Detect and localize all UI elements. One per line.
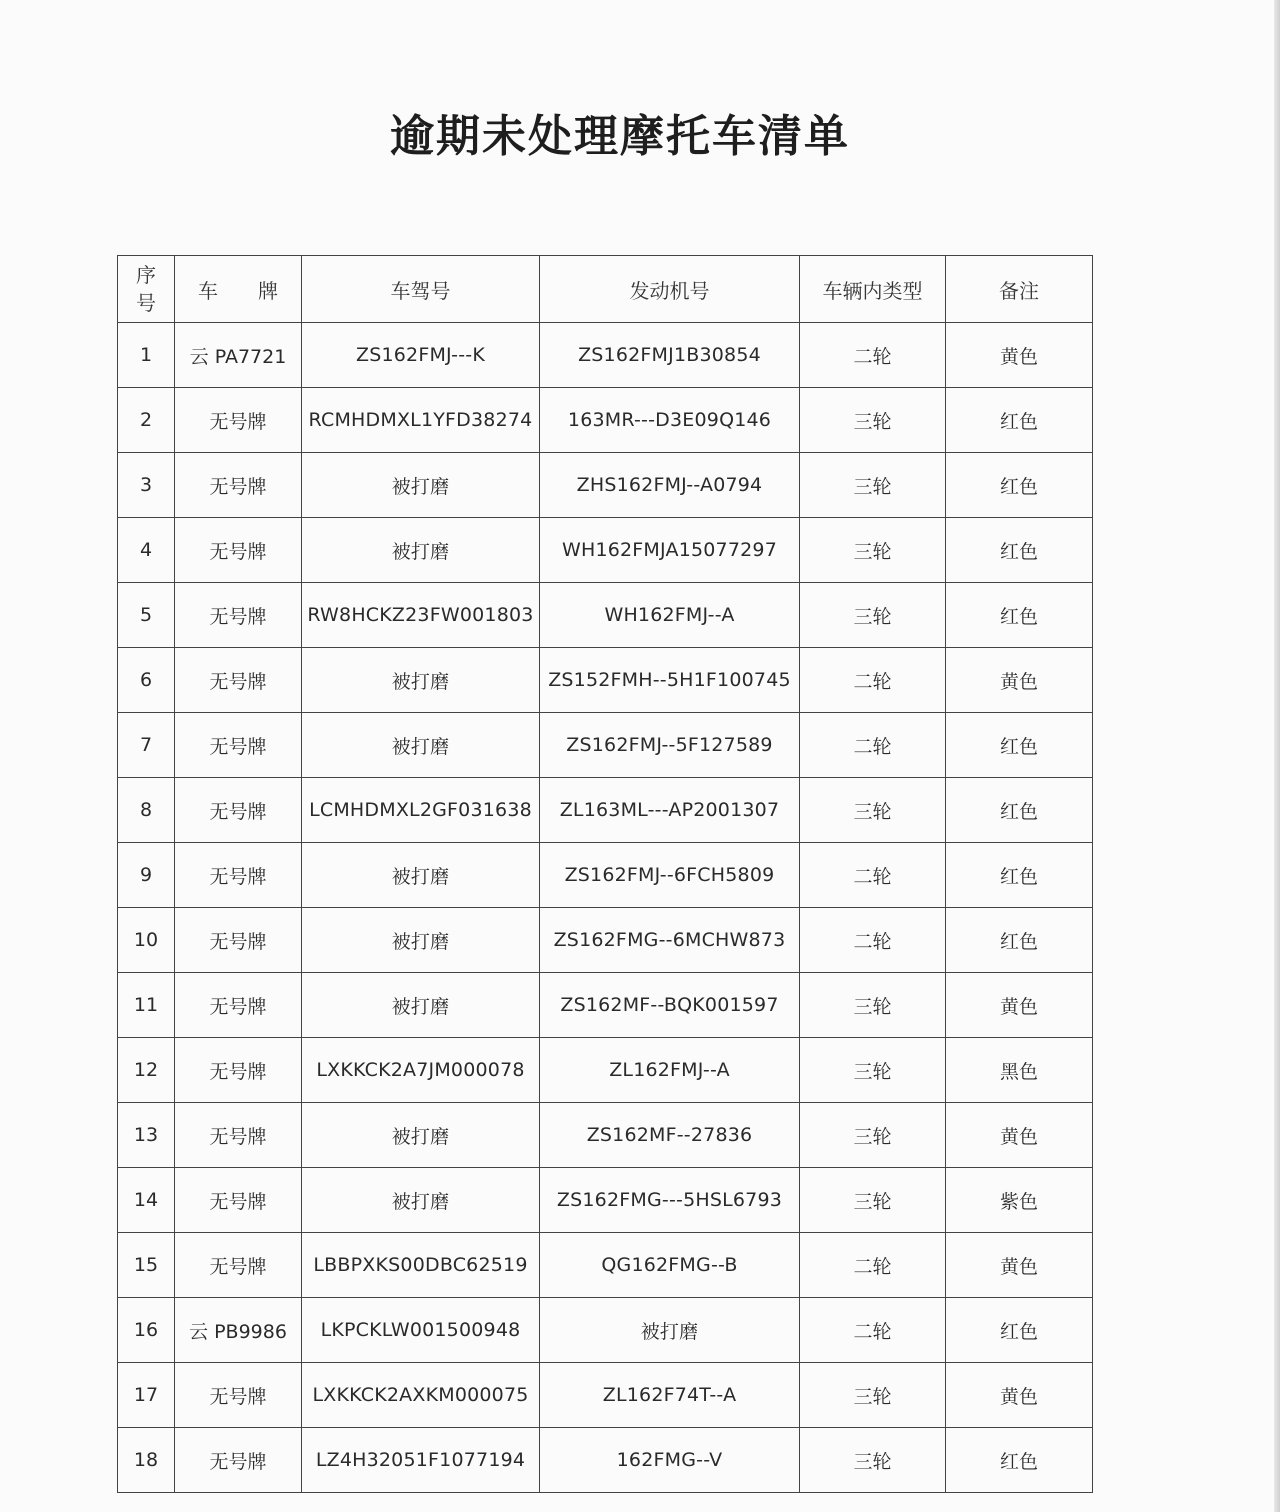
cell-vin: LXKKCK2A7JM000078 bbox=[302, 1038, 540, 1103]
cell-remark: 红色 bbox=[946, 713, 1093, 778]
cell-engine: WH162FMJ--A bbox=[540, 583, 800, 648]
cell-engine: 162FMG--V bbox=[540, 1428, 800, 1493]
cell-type: 二轮 bbox=[800, 648, 946, 713]
cell-remark: 紫色 bbox=[946, 1168, 1093, 1233]
document-title: 逾期未处理摩托车清单 bbox=[390, 111, 850, 162]
header-seq-line2: 号 bbox=[136, 291, 156, 315]
table-row bbox=[118, 1428, 1093, 1493]
cell-engine: ZS162FMJ--6FCH5809 bbox=[540, 843, 800, 908]
cell-seq: 2 bbox=[118, 388, 175, 453]
cell-seq: 8 bbox=[118, 778, 175, 843]
cell-remark: 黄色 bbox=[946, 973, 1093, 1038]
cell-remark: 黄色 bbox=[946, 648, 1093, 713]
table-row bbox=[118, 1038, 1093, 1103]
cell-remark: 黄色 bbox=[946, 1233, 1093, 1298]
motorcycle-list-table bbox=[117, 255, 1093, 1493]
cell-plate: 无号牌 bbox=[175, 518, 302, 583]
cell-plate: 无号牌 bbox=[175, 1103, 302, 1168]
cell-plate: 无号牌 bbox=[175, 1428, 302, 1493]
header-vin: 车驾号 bbox=[302, 256, 540, 323]
cell-vin: 被打磨 bbox=[302, 518, 540, 583]
cell-vin: ZS162FMJ---K bbox=[302, 323, 540, 388]
cell-seq: 11 bbox=[118, 973, 175, 1038]
cell-remark: 红色 bbox=[946, 388, 1093, 453]
cell-plate: 无号牌 bbox=[175, 648, 302, 713]
cell-plate: 无号牌 bbox=[175, 1363, 302, 1428]
cell-engine: QG162FMG--B bbox=[540, 1233, 800, 1298]
table-row bbox=[118, 388, 1093, 453]
cell-engine: ZS152FMH--5H1F100745 bbox=[540, 648, 800, 713]
cell-plate: 无号牌 bbox=[175, 778, 302, 843]
cell-vin: 被打磨 bbox=[302, 843, 540, 908]
table-body bbox=[118, 323, 1093, 1493]
cell-type: 二轮 bbox=[800, 843, 946, 908]
table-row bbox=[118, 518, 1093, 583]
cell-seq: 17 bbox=[118, 1363, 175, 1428]
cell-type: 三轮 bbox=[800, 973, 946, 1038]
table-row bbox=[118, 648, 1093, 713]
cell-seq: 12 bbox=[118, 1038, 175, 1103]
cell-plate: 无号牌 bbox=[175, 1233, 302, 1298]
cell-vin: RCMHDMXL1YFD38274 bbox=[302, 388, 540, 453]
cell-plate: 无号牌 bbox=[175, 973, 302, 1038]
cell-seq: 15 bbox=[118, 1233, 175, 1298]
cell-vin: 被打磨 bbox=[302, 908, 540, 973]
table-row bbox=[118, 1103, 1093, 1168]
table-row bbox=[118, 713, 1093, 778]
table-row bbox=[118, 973, 1093, 1038]
cell-plate: 云 PA7721 bbox=[175, 323, 302, 388]
cell-remark: 红色 bbox=[946, 908, 1093, 973]
cell-vin: LCMHDMXL2GF031638 bbox=[302, 778, 540, 843]
cell-type: 二轮 bbox=[800, 1233, 946, 1298]
cell-remark: 红色 bbox=[946, 1298, 1093, 1363]
cell-engine: WH162FMJA15077297 bbox=[540, 518, 800, 583]
cell-seq: 14 bbox=[118, 1168, 175, 1233]
table-row bbox=[118, 453, 1093, 518]
cell-type: 三轮 bbox=[800, 388, 946, 453]
cell-remark: 黄色 bbox=[946, 1363, 1093, 1428]
cell-vin: RW8HCKZ23FW001803 bbox=[302, 583, 540, 648]
header-seq bbox=[118, 256, 175, 323]
cell-engine: ZS162MF--BQK001597 bbox=[540, 973, 800, 1038]
cell-seq: 6 bbox=[118, 648, 175, 713]
cell-type: 三轮 bbox=[800, 778, 946, 843]
cell-type: 三轮 bbox=[800, 1103, 946, 1168]
cell-plate: 无号牌 bbox=[175, 583, 302, 648]
cell-vin: 被打磨 bbox=[302, 648, 540, 713]
cell-engine: ZS162FMJ--5F127589 bbox=[540, 713, 800, 778]
cell-remark: 红色 bbox=[946, 1428, 1093, 1493]
cell-type: 三轮 bbox=[800, 583, 946, 648]
cell-type: 二轮 bbox=[800, 1298, 946, 1363]
cell-seq: 3 bbox=[118, 453, 175, 518]
cell-type: 二轮 bbox=[800, 323, 946, 388]
cell-vin: LZ4H32051F1077194 bbox=[302, 1428, 540, 1493]
header-plate: 车 牌 bbox=[175, 256, 302, 323]
cell-plate: 云 PB9986 bbox=[175, 1298, 302, 1363]
cell-seq: 18 bbox=[118, 1428, 175, 1493]
cell-seq: 5 bbox=[118, 583, 175, 648]
cell-seq: 16 bbox=[118, 1298, 175, 1363]
header-remark: 备注 bbox=[946, 256, 1093, 323]
cell-plate: 无号牌 bbox=[175, 1168, 302, 1233]
cell-type: 三轮 bbox=[800, 453, 946, 518]
cell-engine: ZS162MF--27836 bbox=[540, 1103, 800, 1168]
cell-vin: 被打磨 bbox=[302, 713, 540, 778]
cell-type: 三轮 bbox=[800, 1363, 946, 1428]
table-row bbox=[118, 1233, 1093, 1298]
cell-plate: 无号牌 bbox=[175, 843, 302, 908]
cell-remark: 红色 bbox=[946, 583, 1093, 648]
cell-vin: LKPCKLW001500948 bbox=[302, 1298, 540, 1363]
header-seq-line1: 序 bbox=[136, 263, 156, 287]
cell-seq: 4 bbox=[118, 518, 175, 583]
cell-vin: LXKKCK2AXKM000075 bbox=[302, 1363, 540, 1428]
cell-remark: 红色 bbox=[946, 518, 1093, 583]
page-edge-shadow bbox=[1274, 0, 1280, 1512]
cell-engine: ZS162FMJ1B30854 bbox=[540, 323, 800, 388]
cell-plate: 无号牌 bbox=[175, 388, 302, 453]
table-header bbox=[118, 256, 1093, 323]
cell-vin: 被打磨 bbox=[302, 1168, 540, 1233]
cell-remark: 红色 bbox=[946, 778, 1093, 843]
cell-seq: 1 bbox=[118, 323, 175, 388]
cell-plate: 无号牌 bbox=[175, 1038, 302, 1103]
cell-plate: 无号牌 bbox=[175, 453, 302, 518]
cell-engine: 163MR---D3E09Q146 bbox=[540, 388, 800, 453]
table-row bbox=[118, 908, 1093, 973]
cell-type: 三轮 bbox=[800, 1168, 946, 1233]
cell-seq: 9 bbox=[118, 843, 175, 908]
cell-seq: 10 bbox=[118, 908, 175, 973]
cell-plate: 无号牌 bbox=[175, 908, 302, 973]
cell-remark: 黄色 bbox=[946, 323, 1093, 388]
cell-engine: ZS162FMG--6MCHW873 bbox=[540, 908, 800, 973]
cell-engine: 被打磨 bbox=[540, 1298, 800, 1363]
cell-vin: 被打磨 bbox=[302, 973, 540, 1038]
table-row bbox=[118, 1363, 1093, 1428]
table-row bbox=[118, 1168, 1093, 1233]
cell-engine: ZL163ML---AP2001307 bbox=[540, 778, 800, 843]
cell-engine: ZHS162FMJ--A0794 bbox=[540, 453, 800, 518]
table-row bbox=[118, 1298, 1093, 1363]
table-row bbox=[118, 583, 1093, 648]
cell-vin: 被打磨 bbox=[302, 453, 540, 518]
table-row bbox=[118, 843, 1093, 908]
cell-type: 三轮 bbox=[800, 1428, 946, 1493]
cell-vin: LBBPXKS00DBC62519 bbox=[302, 1233, 540, 1298]
header-type: 车辆内类型 bbox=[800, 256, 946, 323]
cell-engine: ZL162F74T--A bbox=[540, 1363, 800, 1428]
cell-type: 二轮 bbox=[800, 713, 946, 778]
cell-vin: 被打磨 bbox=[302, 1103, 540, 1168]
cell-engine: ZS162FMG---5HSL6793 bbox=[540, 1168, 800, 1233]
header-row bbox=[118, 256, 1093, 323]
cell-remark: 红色 bbox=[946, 843, 1093, 908]
cell-type: 二轮 bbox=[800, 908, 946, 973]
cell-seq: 13 bbox=[118, 1103, 175, 1168]
header-engine: 发动机号 bbox=[540, 256, 800, 323]
cell-engine: ZL162FMJ--A bbox=[540, 1038, 800, 1103]
cell-remark: 黑色 bbox=[946, 1038, 1093, 1103]
table-row bbox=[118, 778, 1093, 843]
cell-plate: 无号牌 bbox=[175, 713, 302, 778]
cell-type: 三轮 bbox=[800, 518, 946, 583]
cell-remark: 红色 bbox=[946, 453, 1093, 518]
cell-remark: 黄色 bbox=[946, 1103, 1093, 1168]
table-row bbox=[118, 323, 1093, 388]
cell-seq: 7 bbox=[118, 713, 175, 778]
cell-type: 三轮 bbox=[800, 1038, 946, 1103]
